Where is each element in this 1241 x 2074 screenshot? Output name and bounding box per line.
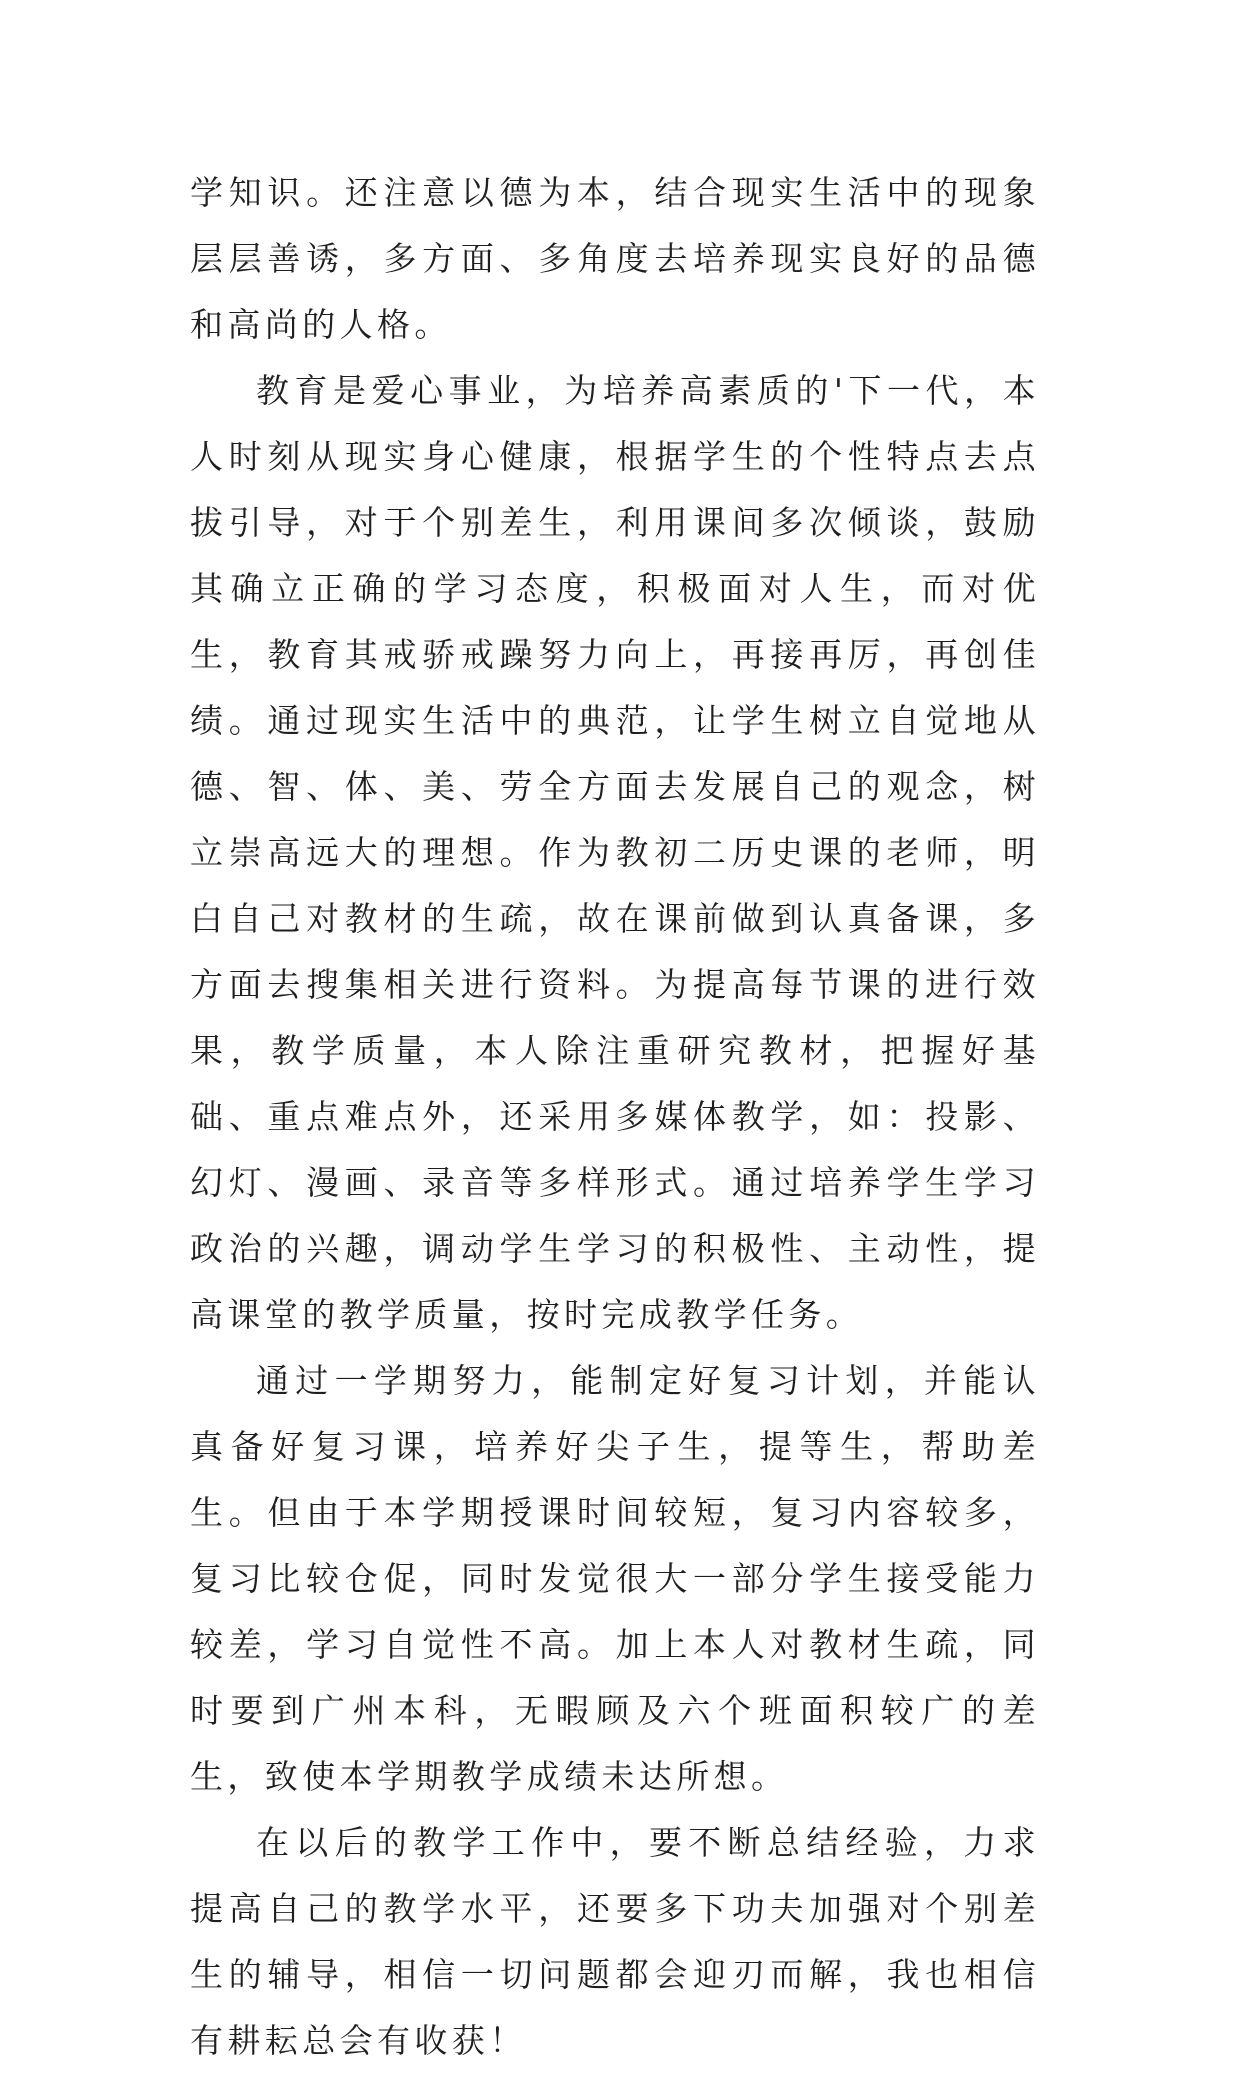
paragraph-3: 通过一学期努力，能制定好复习计划，并能认真备好复习课，培养好尖子生，提等生，帮助差生。但由于本学期授课时间较短，复习内容较多，复习比较仓促，同时发觉很大一部分学生接受能力较差，学习自觉性不高。加上本人对教材生疏，同时要到广州本科，无暇顾及六个班面积较广的差生，致使本学期教学成绩未达所想。: [190, 1361, 1040, 1796]
paragraph-4: 在以后的教学工作中，要不断总结经验，力求提高自己的教学水平，还要多下功夫加强对个别差生的辅导，相信一切问题都会迎刃而解，我也相信有耕耘总会有收获！: [190, 1823, 1040, 2060]
paragraph-2: 教育是爱心事业，为培养高素质的'下一代，本人时刻从现实身心健康，根据学生的个性特点去点拔引导，对于个别差生，利用课间多次倾谈，鼓励其确立正确的学习态度，积极面对人生，而对优生，教育其戒骄戒躁努力向上，再接再厉，再创佳绩。通过现实生活中的典范，让学生树立自觉地从德、智、体、美、劳全方面去发展自己的观念，树立崇高远大的理想。作为教初二历史课的老师，明白自己对教材的生疏，故在课前做到认真备课，多方面去搜集相关进行资料。为提高每节课的进行效果，教学质量，本人除注重研究教材，把握好基础、重点难点外，还采用多媒体教学，如：投影、幻灯、漫画、录音等多样形式。通过培养学生学习政治的兴趣，调动学生学习的积极性、主动性，提高课堂的教学质量，按时完成教学任务。: [190, 371, 1040, 1334]
document-body: [190, 160, 1040, 2074]
paragraph-1: 学知识。还注意以德为本，结合现实生活中的现象层层善诱，多方面、多角度去培养现实良好的品德和高尚的人格。: [190, 173, 1040, 344]
